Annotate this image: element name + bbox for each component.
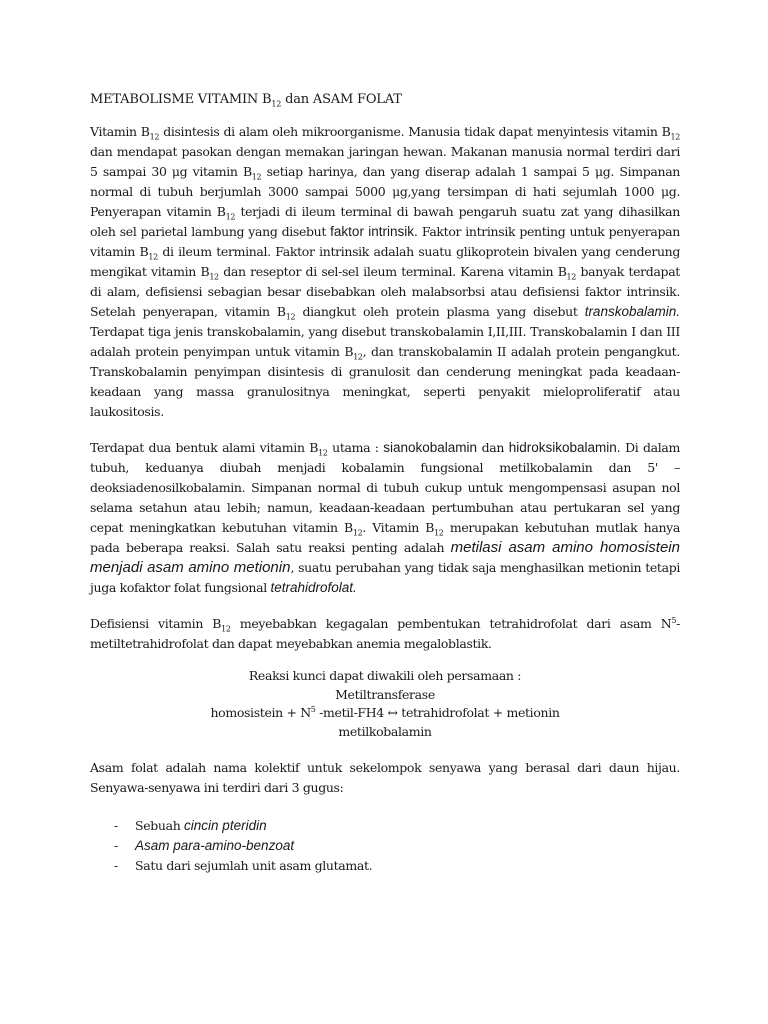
paragraph-asam-folat: Asam folat adalah nama kolektif untuk sekelompok senyawa yang berasal dari daun hijau. Senyawa-senyawa ini terdiri dari 3 gugus: <box>90 760 680 795</box>
term-cincin-pteridin: cincin pteridin <box>184 818 267 833</box>
paragraph-defisiensi: Defisiensi vitamin $B_{12}$ meyebabkan kegagalan pembentukan tetrahidrofolat dari asam $N^5-$ metiltetrahidrofolat dan dapat meyebabkan anemia megaloblastik. <box>90 615 680 651</box>
equation-intro: Reaksi kunci dapat diwakili oleh persamaan : <box>248 668 522 683</box>
list-item: - Asam para-amino-benzoat <box>114 838 295 853</box>
term-metilasi: metilasi asam amino homosistein menjadi asam amino metionin <box>90 539 680 576</box>
document-title: METABOLISME VITAMIN $B_{12}$ dan ASAM FOLAT <box>90 92 402 109</box>
equation-reaction: homosistein + $N^5$ -metil-FH4 ↔ tetrahidrofolat + metionin <box>210 704 560 720</box>
term-transkobalamin: transkobalamin. <box>584 304 680 319</box>
term-sianokobalamin: sianokobalamin <box>383 440 478 455</box>
list-item: - Satu dari sejumlah unit asam glutamat. <box>114 858 373 873</box>
paragraph-vitamin-b12: Vitamin $B_{12}$ disintesis di alam oleh mikroorganisme. Manusia tidak dapat menyintesis vitamin $B_{12}$ dan mendapat pasokan dengan memakan jaringan hewan. Makanan manusia normal terdiri dari 5 sampai 30 μg vitamin $B_{12}$ setiap harinya, dan yang diserap adalah 1 sampai 5 μg. Simpanan normal di tubuh berjumlah 3000 sampai 5000 μg,yang tersimpan di hati sejumlah 1000 μg. Penyerapan vitamin $B_{12}$ terjadi di ileum terminal di bawah pengaruh suatu zat yang dihasilkan oleh sel parietal lambung yang disebut faktor intrinsik. Faktor intrinsik penting untuk penyerapan vitamin $B_{12}$ di ileum terminal. Faktor intrinsik adalah suatu glikoprotein bivalen yang cenderung mengikat vitamin $B_{12}$ dan reseptor di sel-sel ileum terminal. Karena vitamin $B_{12}$ banyak terdapat di alam, defisiensi sebagian besar disebabkan oleh malabsorbsi atau defisiensi faktor intrinsik. Setelah penyerapan, vitamin $B_{12}$ diangkut oleh protein plasma yang disebut transkobalamin. Terdapat tiga jenis transkobalamin, yang disebut transkobalamin I,II,III. Transkobalamin I dan III adalah protein penyimpan untuk vitamin $B_{12}$, dan transkobalamin II adalah protein pengangkut. Transkobalamin penyimpan disintesis di granulosit dan cenderung meningkat pada keadaan-keadaan yang massa granulositnya meningkat, seperti penyakit mieloproliferatif atau laukositosis. <box>90 124 680 419</box>
equation-enzyme: Metiltransferase <box>335 686 435 702</box>
gugus-list <box>90 816 680 876</box>
term-tetrahidrofolat: tetrahidrofolat. <box>270 580 357 595</box>
paragraph-bentuk-alami: Terdapat dua bentuk alami vitamin $B_{12}$ utama : sianokobalamin dan hidroksikobalamin. Di dalam tubuh, keduanya diubah menjadi kobalamin fungsional metilkobalamin dan 5' – deoksiadenosilkobalamin. Simpanan normal di tubuh cukup untuk mengompensasi asupan nol selama setahun atau lebih; namun, keadaan-keadaan pertumbuhan atau pertukaran sel yang cepat meningkatkan kebutuhan vitamin $B_{12}$. Vitamin $B_{12}$ merupakan kebutuhan mutlak hanya pada beberapa reaksi. Salah satu reaksi penting adalah metilasi asam amino homosistein menjadi asam amino metionin, suatu perubahan yang tidak saja menghasilkan metionin tetapi juga kofaktor folat fungsional tetrahidrofolat. <box>90 440 680 595</box>
term-hidroksikobalamin: hidroksikobalamin. <box>508 440 621 455</box>
term-faktor-intrinsik: faktor intrinsik. <box>330 224 418 239</box>
equation-block <box>90 667 680 741</box>
list-item: - Sebuah cincin pteridin <box>114 818 267 833</box>
equation-cofactor: metilkobalamin <box>338 723 432 739</box>
term-paba: Asam para-amino-benzoat <box>135 838 295 853</box>
document-page <box>90 91 680 876</box>
